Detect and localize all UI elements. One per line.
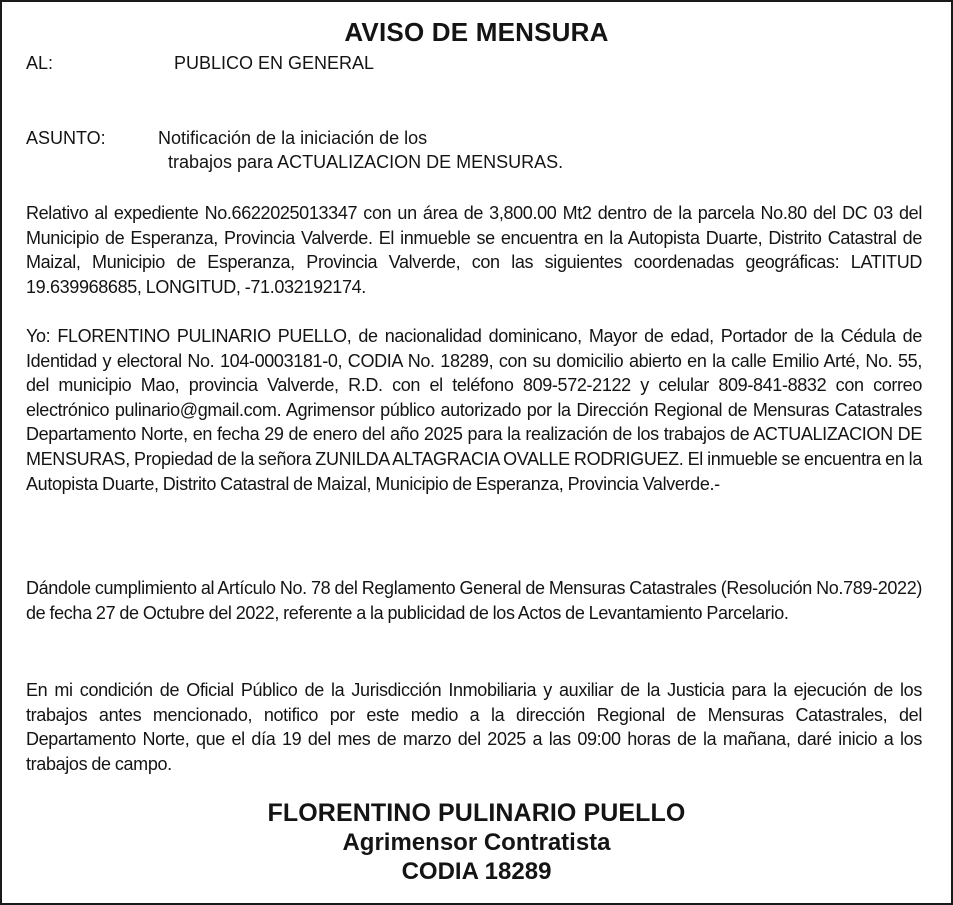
to-value: PUBLICO EN GENERAL bbox=[174, 53, 375, 73]
signature-name: FLORENTINO PULINARIO PUELLO bbox=[267, 799, 686, 827]
subject-line-1: Notificación de la iniciación de los bbox=[158, 128, 428, 148]
notice-title: AVISO DE MENSURA bbox=[344, 17, 609, 47]
subject-label: ASUNTO: bbox=[26, 128, 106, 148]
paragraph-expediente: Relativo al expediente No.6622025013347 con un área de 3,800.00 Mt2 dentro de la parcela No.80 del DC 03 del Municipio de Esperanza, Provincia Valverde. El inmueble se encuentra en la Autopista Duarte, Distrito Catastral de Maizal, Municipio de Esperanza, Provincia Valverde, con las siguientes coordenadas geográficas: LATITUD 19.639968685, LONGITUD, -71.032192174. bbox=[26, 203, 922, 297]
paragraph-surveyor: Yo: FLORENTINO PULINARIO PUELLO, de nacionalidad dominicano, Mayor de edad, Portador de la Cédula de Identidad y electoral No. 104-0003181-0, CODIA No. 18289, con su domicilio abierto en la calle Emilio Arté, No. 55, del municipio Mao, provincia Valverde, R.D. con el teléfono 809-572-2122 y celular 809-841-8832 con correo electrónico pulinario@gmail.com. Agrimensor público autorizado por la Dirección Regional de Mensuras Catastrales Departamento Norte, en fecha 29 de enero del año 2025 para la realización de los trabajos de ACTUALIZACION DE MENSURAS, Propiedad de la señora ZUNILDA ALTAGRACIA OVALLE RODRIGUEZ. El inmueble se encuentra en la Autopista Duarte, Distrito Catastral de Maizal, Municipio de Esperanza, Provincia Valverde.- bbox=[26, 326, 922, 494]
paragraph-regulation: Dándole cumplimiento al Artículo No. 78 del Reglamento General de Mensuras Catastrales (Resolución No.789-2022) de fecha 27 de Octubre del 2022, referente a la publicidad de los Actos de Levantamiento Parcelario. bbox=[26, 578, 922, 623]
to-label: AL: bbox=[26, 53, 54, 73]
signature-codia: CODIA 18289 bbox=[401, 858, 552, 885]
paragraph-schedule: En mi condición de Oficial Público de la Jurisdicción Inmobiliaria y auxiliar de la Justicia para la ejecución de los trabajos antes mencionado, notifico por este medio a la dirección Regional de Mensuras Catastrales, del Departamento Norte, que el día 19 del mes de marzo del 2025 a las 09:00 horas de la mañana, daré inicio a los trabajos de campo. bbox=[26, 680, 922, 774]
signature-role: Agrimensor Contratista bbox=[342, 829, 611, 856]
subject-line-2: trabajos para ACTUALIZACION DE MENSURAS. bbox=[168, 152, 564, 172]
